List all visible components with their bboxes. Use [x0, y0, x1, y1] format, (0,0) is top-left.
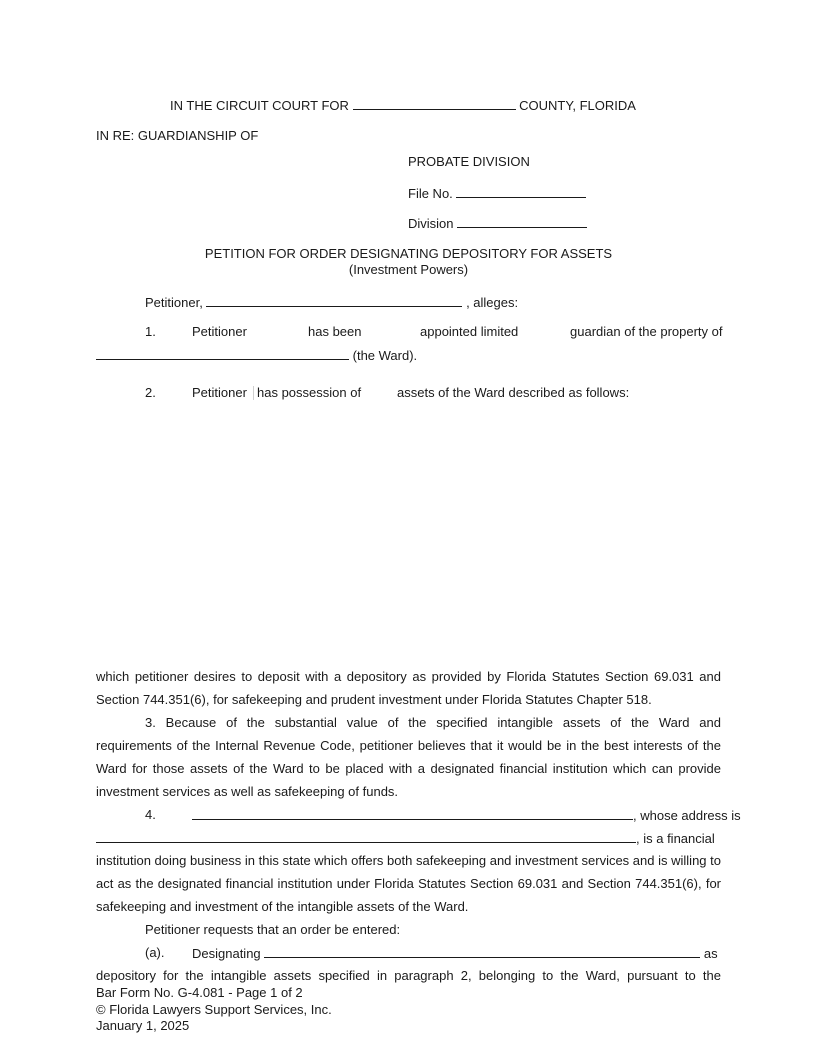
court-heading [170, 97, 636, 114]
footer-copyright: © Florida Lawyers Support Services, Inc. [96, 1002, 332, 1017]
intro-prefix: Petitioner, [145, 295, 203, 310]
para4-line-3: institution doing business in this state which offers both safekeeping and investment services and is willing to [96, 853, 721, 868]
division-label: Division [408, 216, 454, 231]
request-a-label: (a). [145, 945, 165, 960]
para2-number: 2. [145, 385, 156, 400]
division-blank[interactable] [457, 215, 587, 228]
file-no-line [408, 185, 586, 202]
deposit-line-2: Section 744.351(6), for safekeeping and prudent investment under Florida Statutes Chapter 518. [96, 692, 652, 707]
para3-line-4: investment services as well as safekeeping of funds. [96, 784, 399, 799]
para4-line2-suffix: , is a financial [636, 831, 715, 846]
file-no-label: File No. [408, 186, 453, 201]
in-re-caption: IN RE: GUARDIANSHIP OF [96, 128, 259, 143]
requests-intro: Petitioner requests that an order be entered: [145, 922, 401, 937]
para1-ward-suffix: (the Ward). [352, 348, 418, 363]
para4-line1-suffix: , whose address is [633, 808, 741, 823]
para3-line-2: requirements of the Internal Revenue Code, petitioner believes that it would be in the best interests of the [96, 738, 721, 753]
footer-form-number: Bar Form No. G-4.081 - Page 1 of 2 [96, 985, 303, 1000]
para1-word-1: Petitioner [192, 324, 247, 339]
intro-suffix: , alleges: [466, 295, 519, 310]
para4-number: 4. [145, 807, 156, 822]
petitioner-name-blank[interactable] [206, 294, 462, 307]
para4-line-2 [96, 830, 715, 847]
institution-name-blank[interactable] [192, 807, 633, 820]
request-a-line-1 [192, 945, 718, 962]
request-a-line-2: depository for the intangible assets specified in paragraph 2, belonging to the Ward, pursuant to the [96, 968, 721, 983]
para4-line-5: safekeeping and investment of the intangible assets of the Ward. [96, 899, 469, 914]
para1-number: 1. [145, 324, 156, 339]
para1-word-2: has been [308, 324, 362, 339]
para2-text-b: has possession of [257, 385, 362, 400]
court-prefix: IN THE CIRCUIT COURT FOR [170, 98, 349, 113]
assets-description-area[interactable] [96, 408, 721, 663]
request-a-word: Designating [192, 946, 261, 961]
para2-text-c: assets of the Ward described as follows: [397, 385, 630, 400]
document-subtitle: (Investment Powers) [348, 262, 469, 277]
field-cursor-marker [253, 386, 254, 400]
depository-name-blank[interactable] [264, 945, 700, 958]
document-title: PETITION FOR ORDER DESIGNATING DEPOSITORY FOR ASSETS [204, 246, 613, 261]
para4-line-1 [192, 807, 741, 824]
court-suffix: COUNTY, FLORIDA [519, 98, 636, 113]
request-a-suffix: as [703, 946, 718, 961]
para3-line-1: 3. Because of the substantial value of the specified intangible assets of the Ward and [145, 715, 721, 730]
para4-line-4: act as the designated financial institution under Florida Statutes Section 69.031 and Section 744.351(6), for [96, 876, 721, 891]
deposit-line-1: which petitioner desires to deposit with a depository as provided by Florida Statutes Section 69.031 and [96, 669, 721, 684]
para1-word-3: appointed limited [420, 324, 519, 339]
ward-name-blank[interactable] [96, 347, 349, 360]
file-no-blank[interactable] [456, 185, 586, 198]
petitioner-intro [145, 294, 518, 311]
probate-division: PROBATE DIVISION [408, 154, 530, 169]
para3-line-3: Ward for those assets of the Ward to be placed with a designated financial institution which can provide [96, 761, 721, 776]
para1-word-4: guardian of the property of [570, 324, 723, 339]
division-line [408, 215, 587, 232]
county-blank[interactable] [353, 97, 516, 110]
footer-date: January 1, 2025 [96, 1018, 190, 1033]
institution-address-blank[interactable] [96, 830, 636, 843]
para2-text-a: Petitioner [192, 385, 247, 400]
para1-line-2 [96, 347, 417, 364]
